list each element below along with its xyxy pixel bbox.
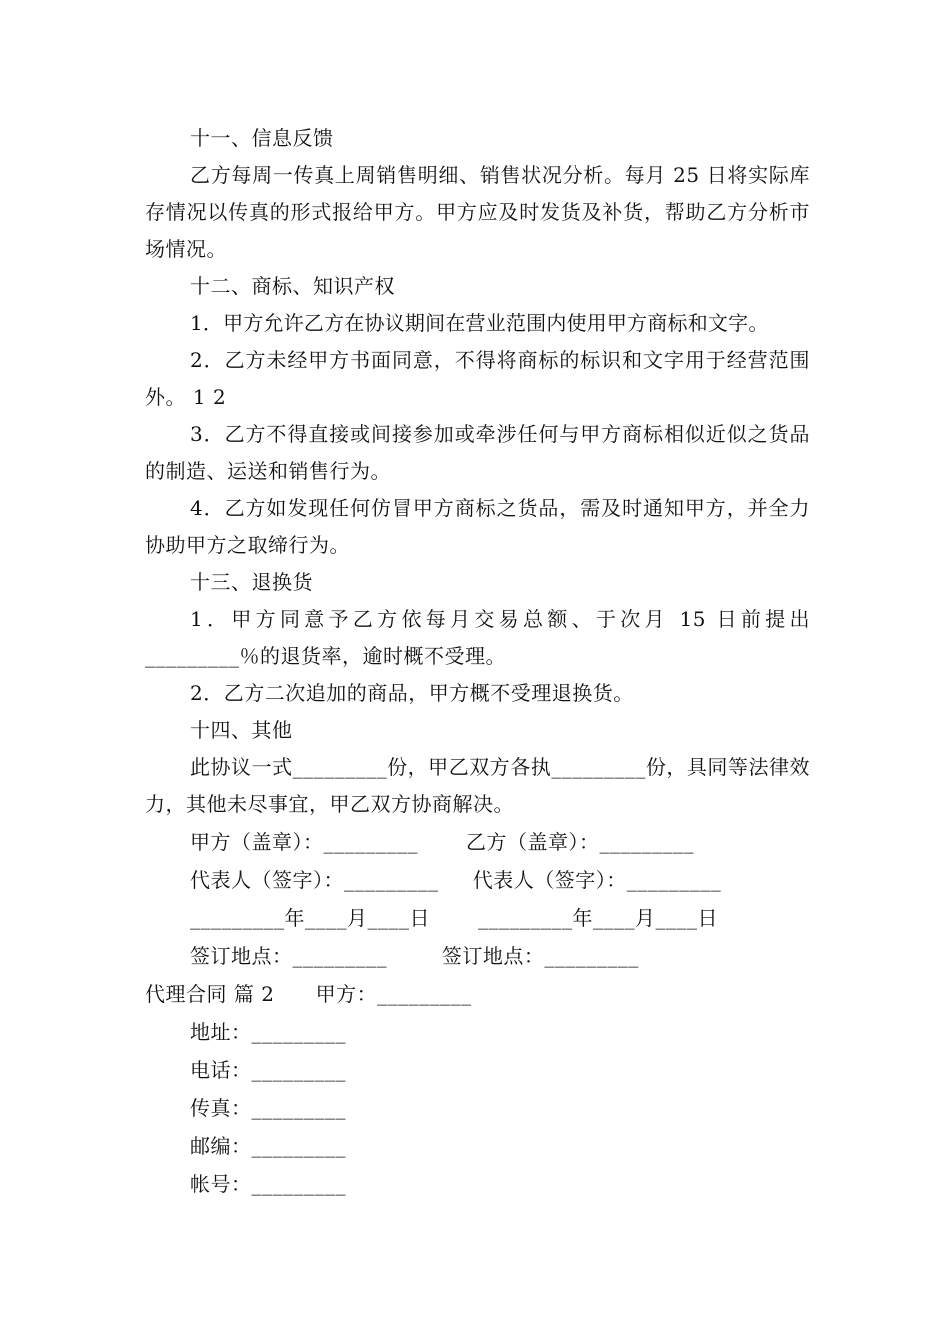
signature-date-line: _________年____月____日 _________年____月____日 (190, 906, 719, 930)
contract-2-header: 代理合同 篇 2 甲方：_________ (145, 982, 472, 1006)
section-13-item-1: 1．甲方同意予乙方依每月交易总额、于次月 15 日前提出_________％的退货率，逾时概不受理。 (145, 607, 810, 668)
signature-place-line: 签订地点：_________ 签订地点：_________ (190, 944, 639, 968)
section-12-item-2: 2．乙方未经甲方书面同意，不得将商标的标识和文字用于经营范围外。 1 2 (145, 348, 810, 409)
contract-2-postcode: 邮编：_________ (190, 1134, 346, 1158)
contract-2-account: 帐号：_________ (190, 1172, 346, 1196)
section-11-text: 乙方每周一传真上周销售明细、销售状况分析。每月 25 日将实际库存情况以传真的形式报给甲方。甲方应及时发货及补货，帮助乙方分析市场情况。 (145, 163, 810, 261)
document-body (145, 120, 810, 1203)
signature-representative-line: 代表人（签字）：_________ 代表人（签字）：_________ (190, 868, 722, 892)
signature-seal-line: 甲方（盖章）：_________ 乙方（盖章）：_________ (190, 830, 695, 854)
section-13-item-2: 2．乙方二次追加的商品，甲方概不受理退换货。 (190, 681, 634, 705)
section-12-item-3: 3．乙方不得直接或间接参加或牵涉任何与甲方商标相似近似之货品的制造、运送和销售行为。 (145, 422, 810, 483)
section-13-title: 十三、退换货 (190, 570, 313, 594)
section-12-item-4: 4．乙方如发现任何仿冒甲方商标之货品，需及时通知甲方，并全力协助甲方之取缔行为。 (145, 496, 810, 557)
contract-2-phone: 电话：_________ (190, 1058, 346, 1082)
section-11-title: 十一、信息反馈 (190, 126, 334, 150)
section-12-title: 十二、商标、知识产权 (190, 274, 395, 298)
contract-2-fax: 传真：_________ (190, 1096, 346, 1120)
section-12-item-1: 1．甲方允许乙方在协议期间在营业范围内使用甲方商标和文字。 (190, 311, 769, 335)
section-14-text: 此协议一式_________份，甲乙双方各执_________份，具同等法律效力，其他未尽事宜，甲乙双方协商解决。 (145, 755, 810, 816)
contract-2-address: 地址：_________ (190, 1020, 346, 1044)
section-14-title: 十四、其他 (190, 718, 293, 742)
